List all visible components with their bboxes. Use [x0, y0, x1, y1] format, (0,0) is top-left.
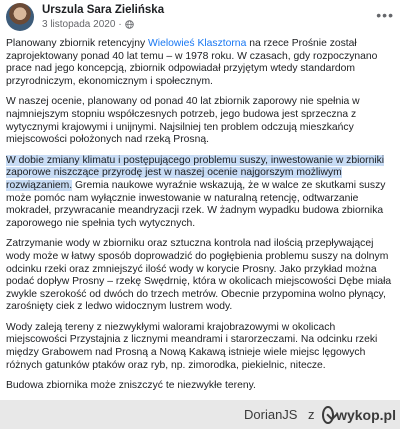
- uploader-name: DorianJS: [244, 407, 298, 422]
- highlighted-text: W dobie zmiany klimatu i postępującego problemu suszy, inwestowanie w zbiorniki zaporowe niszczące przyrodę jest w naszej ocenie najgorszym możliwym rozwiązaniem.: [6, 154, 385, 191]
- globe-icon: [125, 20, 134, 29]
- wykop-logo: [322, 404, 396, 426]
- post-body: [6, 38, 394, 400]
- site-name: wykop.pl: [336, 407, 396, 423]
- author-name[interactable]: Urszula Sara Zielińska: [42, 4, 165, 16]
- hashtag-link[interactable]: Wielowieś Klasztorna: [148, 38, 247, 49]
- watermark-footer: [0, 400, 400, 429]
- post-meta: [42, 19, 134, 30]
- paragraph-2: W naszej ocenie, planowany od ponad 40 lat zbiornik zaporowy nie spełnia w najmniejszym stopniu współczesnych potrzeb, jego budowa jest sprzeczna z wytycznymi krajowymi i unijnymi. Najsilniej ten problem odczują mieszkańcy miejscowości położonych nad rzeką Prosną.: [6, 96, 360, 146]
- paragraph-1: Planowany zbiornik retencyjny Wielowieś Klasztorna na rzece Prośnie został zaprojektowany ponad 40 lat temu – w 1978 roku. W czasach, gdy rozpoczynano prace nad jego koncepcją, zbiornik odpowiadał przyjętym wtedy standardom przyrodniczym, ekonomicznym i społecznym.: [6, 38, 378, 87]
- paragraph-6: Budowa zbiornika może zniszczyć te niezwykłe tereny.: [6, 380, 256, 392]
- paragraph-4: Zatrzymanie wody w zbiorniku oraz sztuczna kontrola nad ilością przepływającej wody może w łatwy sposób doprowadzić do pogłębienia problemu suszy na dolnym odcinku rzeki oraz zmniejszyć ilość wody w korycie Prosny. Jako przykład można podać dopływ Prosny – rzekę Swędrnię, która w okolicach miejscowości Dębe miała zwykle szerokość od dwóch do trzech metrów. Obecnie przypomina wolno płynący, zarośnięty ciek z ledwo widocznym lustrem wody.: [6, 238, 392, 313]
- footer-from: z: [308, 407, 315, 422]
- date-separator: ·: [118, 19, 122, 30]
- post-header: [6, 3, 396, 33]
- wykop-logo-icon: [322, 406, 334, 424]
- paragraph-5: Wody zaleją tereny z niezwykłymi walorami krajobrazowymi w okolicach miejscowości Przystajnia z licznymi meandrami i starorzeczami. Na odcinku rzeki między Grabowem nad Prosną a Nową Kakawą istnieje wiele miejsc lęgowych różnych gatunków ptaków oraz ryb, np. zimorodka, piekielnic, nitecze.: [6, 321, 378, 371]
- more-options-icon[interactable]: •••: [376, 7, 394, 23]
- author-avatar[interactable]: [6, 3, 34, 31]
- post-date[interactable]: 3 listopada 2020: [42, 19, 116, 30]
- paragraph-3: W dobie zmiany klimatu i postępującego problemu suszy, inwestowanie w zbiorniki zaporowe niszczące przyrodę jest w naszej ocenie najgorszym możliwym rozwiązaniem. Gremia naukowe wyraźnie wskazują, że w walce ze skutkami suszy może pomóc nam wyłącznie inwestowanie w naturalną retencję, odtwarzanie mokradeł, przywracanie meandryzacji rzek. W żadnym wypadku budowa zbiornika zaporowego nie spełnia tych wytycznych.: [6, 154, 386, 229]
